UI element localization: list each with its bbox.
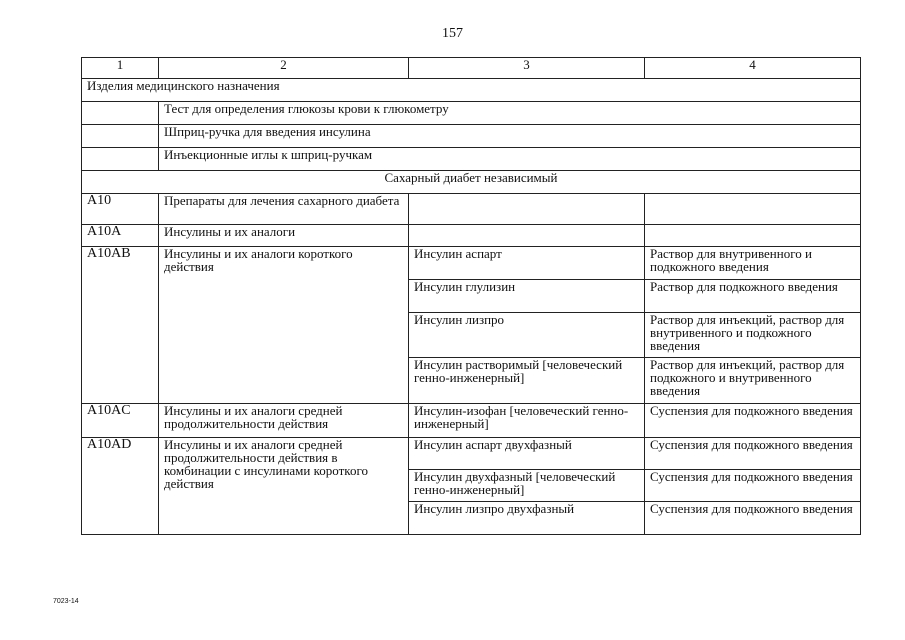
dosage-form: Раствор для инъекций, раствор для подкожного и внутривенного введения: [645, 358, 861, 404]
header-col-2: 2: [159, 58, 409, 79]
table-row: [82, 225, 861, 247]
dosage-form: Раствор для инъекций, раствор для внутривенного и подкожного введения: [645, 313, 861, 358]
table-row: [82, 194, 861, 225]
atc-code: A10: [82, 194, 159, 225]
devices-section-title: Изделия медицинского назначения: [82, 79, 861, 102]
group-name: Инсулины и их аналоги средней продолжительности действия в комбинации с инсулинами короткого действия: [159, 438, 409, 535]
diabetes-section-row: [82, 171, 861, 194]
header-row: [82, 58, 861, 79]
drug-name: Инсулин аспарт: [409, 247, 645, 280]
dosage-form: Суспензия для подкожного введения: [645, 438, 861, 470]
drug-name: Инсулин лизпро: [409, 313, 645, 358]
diabetes-section-title: Сахарный диабет независимый: [82, 171, 861, 194]
header-col-1: 1: [82, 58, 159, 79]
empty-cell: [645, 194, 861, 225]
page-number: 157: [442, 26, 463, 41]
group-name: Инсулины и их аналоги средней продолжительности действия: [159, 404, 409, 438]
drug-name: Инсулин аспарт двухфазный: [409, 438, 645, 470]
empty-cell: [409, 194, 645, 225]
empty-cell: [82, 148, 159, 171]
group-name: Препараты для лечения сахарного диабета: [159, 194, 409, 225]
dosage-form: Суспензия для подкожного введения: [645, 470, 861, 502]
footer-code: 7023-14: [53, 598, 79, 605]
empty-cell: [409, 225, 645, 247]
header-col-3: 3: [409, 58, 645, 79]
device-item: Инъекционные иглы к шприц-ручкам: [159, 148, 861, 171]
drug-name: Инсулин растворимый [человеческий генно-инженерный]: [409, 358, 645, 404]
dosage-form: Раствор для внутривенного и подкожного введения: [645, 247, 861, 280]
table-row: [82, 247, 861, 280]
atc-code: A10AC: [82, 404, 159, 438]
atc-code: A10AD: [82, 438, 159, 535]
empty-cell: [82, 125, 159, 148]
dosage-form: Суспензия для подкожного введения: [645, 502, 861, 535]
group-name: Инсулины и их аналоги короткого действия: [159, 247, 409, 404]
empty-cell: [645, 225, 861, 247]
table-row: [82, 438, 861, 470]
dosage-form: Суспензия для подкожного введения: [645, 404, 861, 438]
medication-table: [81, 57, 861, 535]
devices-section-row: [82, 79, 861, 102]
device-item: Тест для определения глюкозы крови к глюкометру: [159, 102, 861, 125]
drug-name: Инсулин двухфазный [человеческий генно-инженерный]: [409, 470, 645, 502]
atc-code: A10A: [82, 225, 159, 247]
drug-name: Инсулин лизпро двухфазный: [409, 502, 645, 535]
empty-cell: [82, 102, 159, 125]
table-row: [82, 404, 861, 438]
device-row: [82, 125, 861, 148]
dosage-form: Раствор для подкожного введения: [645, 280, 861, 313]
atc-code: A10AB: [82, 247, 159, 404]
header-col-4: 4: [645, 58, 861, 79]
drug-name: Инсулин-изофан [человеческий генно-инженерный]: [409, 404, 645, 438]
device-row: [82, 102, 861, 125]
group-name: Инсулины и их аналоги: [159, 225, 409, 247]
drug-name: Инсулин глулизин: [409, 280, 645, 313]
device-item: Шприц-ручка для введения инсулина: [159, 125, 861, 148]
device-row: [82, 148, 861, 171]
